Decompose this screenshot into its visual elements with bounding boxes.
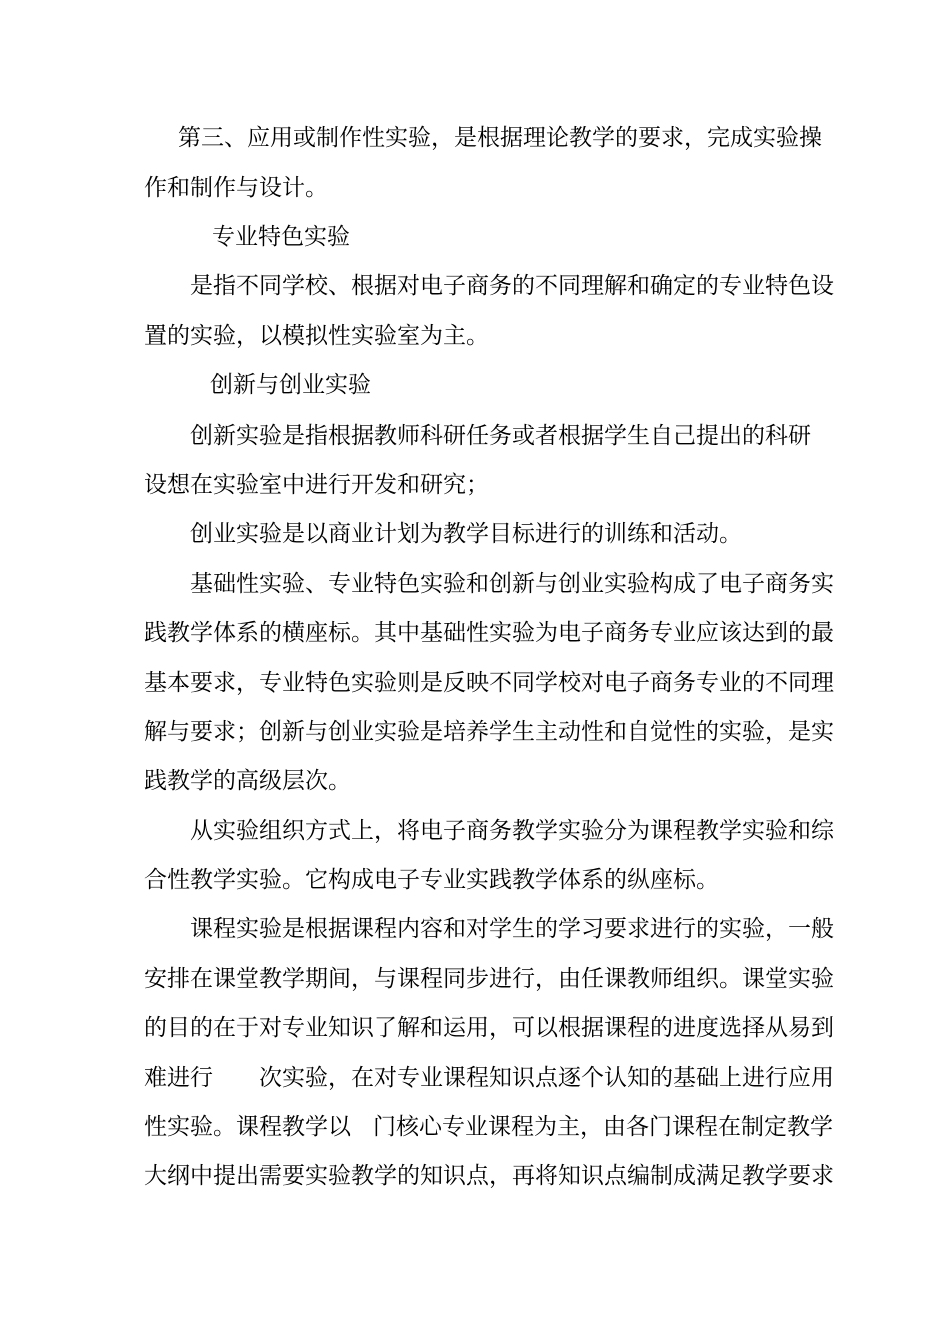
paragraph-line: 安排在课堂教学期间，与课程同步进行，由任课教师组织。课堂实验 (144, 966, 834, 992)
paragraph-line: 是指不同学校、根据对电子商务的不同理解和确定的专业特色设 (190, 273, 834, 299)
paragraph-line: 从实验组织方式上，将电子商务教学实验分为课程教学实验和综 (190, 818, 834, 844)
paragraph-line: 创业实验是以商业计划为教学目标进行的训练和活动。 (190, 521, 742, 547)
paragraph-line (144, 1111, 833, 1143)
paragraph-line: 第三、应用或制作性实验，是根据理论教学的要求，完成实验操 (178, 125, 822, 151)
paragraph-line: 课程实验是根据课程内容和对学生的学习要求进行的实验，一般 (190, 916, 834, 942)
paragraph-line: 合性教学实验。它构成电子专业实践教学体系的纵座标。 (144, 867, 719, 893)
paragraph-line (144, 1062, 834, 1094)
paragraph-line: 践教学的高级层次。 (144, 768, 351, 794)
paragraph-line: 的目的在于对专业知识了解和运用，可以根据课程的进度选择从易到 (144, 1015, 834, 1041)
paragraph-line: 基本要求，专业特色实验则是反映不同学校对电子商务专业的不同理 (144, 670, 834, 696)
paragraph-line: 创新实验是指根据教师科研任务或者根据学生自己提出的科研 (190, 423, 811, 449)
text-segment: 门核心专业课程为主，由各门课程在制定教学 (373, 1114, 833, 1140)
text-segment: 性实验。课程教学以 (144, 1114, 351, 1140)
paragraph-line: 设想在实验室中进行开发和研究； (144, 472, 489, 498)
paragraph-line: 解与要求；创新与创业实验是培养学生主动性和自觉性的实验，是实 (144, 719, 834, 745)
paragraph-line: 基础性实验、专业特色实验和创新与创业实验构成了电子商务实 (190, 571, 834, 597)
text-segment: 难进行 (144, 1065, 213, 1091)
section-heading: 创新与创业实验 (210, 372, 371, 398)
paragraph-line: 践教学体系的横座标。其中基础性实验为电子商务专业应该达到的最 (144, 620, 834, 646)
paragraph-line: 置的实验，以模拟性实验室为主。 (144, 323, 489, 349)
text-segment: 次实验，在对专业课程知识点逐个认知的基础上进行应用 (259, 1065, 834, 1091)
section-heading: 专业特色实验 (212, 224, 350, 250)
paragraph-line: 作和制作与设计。 (144, 175, 328, 201)
paragraph-line: 大纲中提出需要实验教学的知识点，再将知识点编制成满足教学要求 (144, 1163, 834, 1189)
